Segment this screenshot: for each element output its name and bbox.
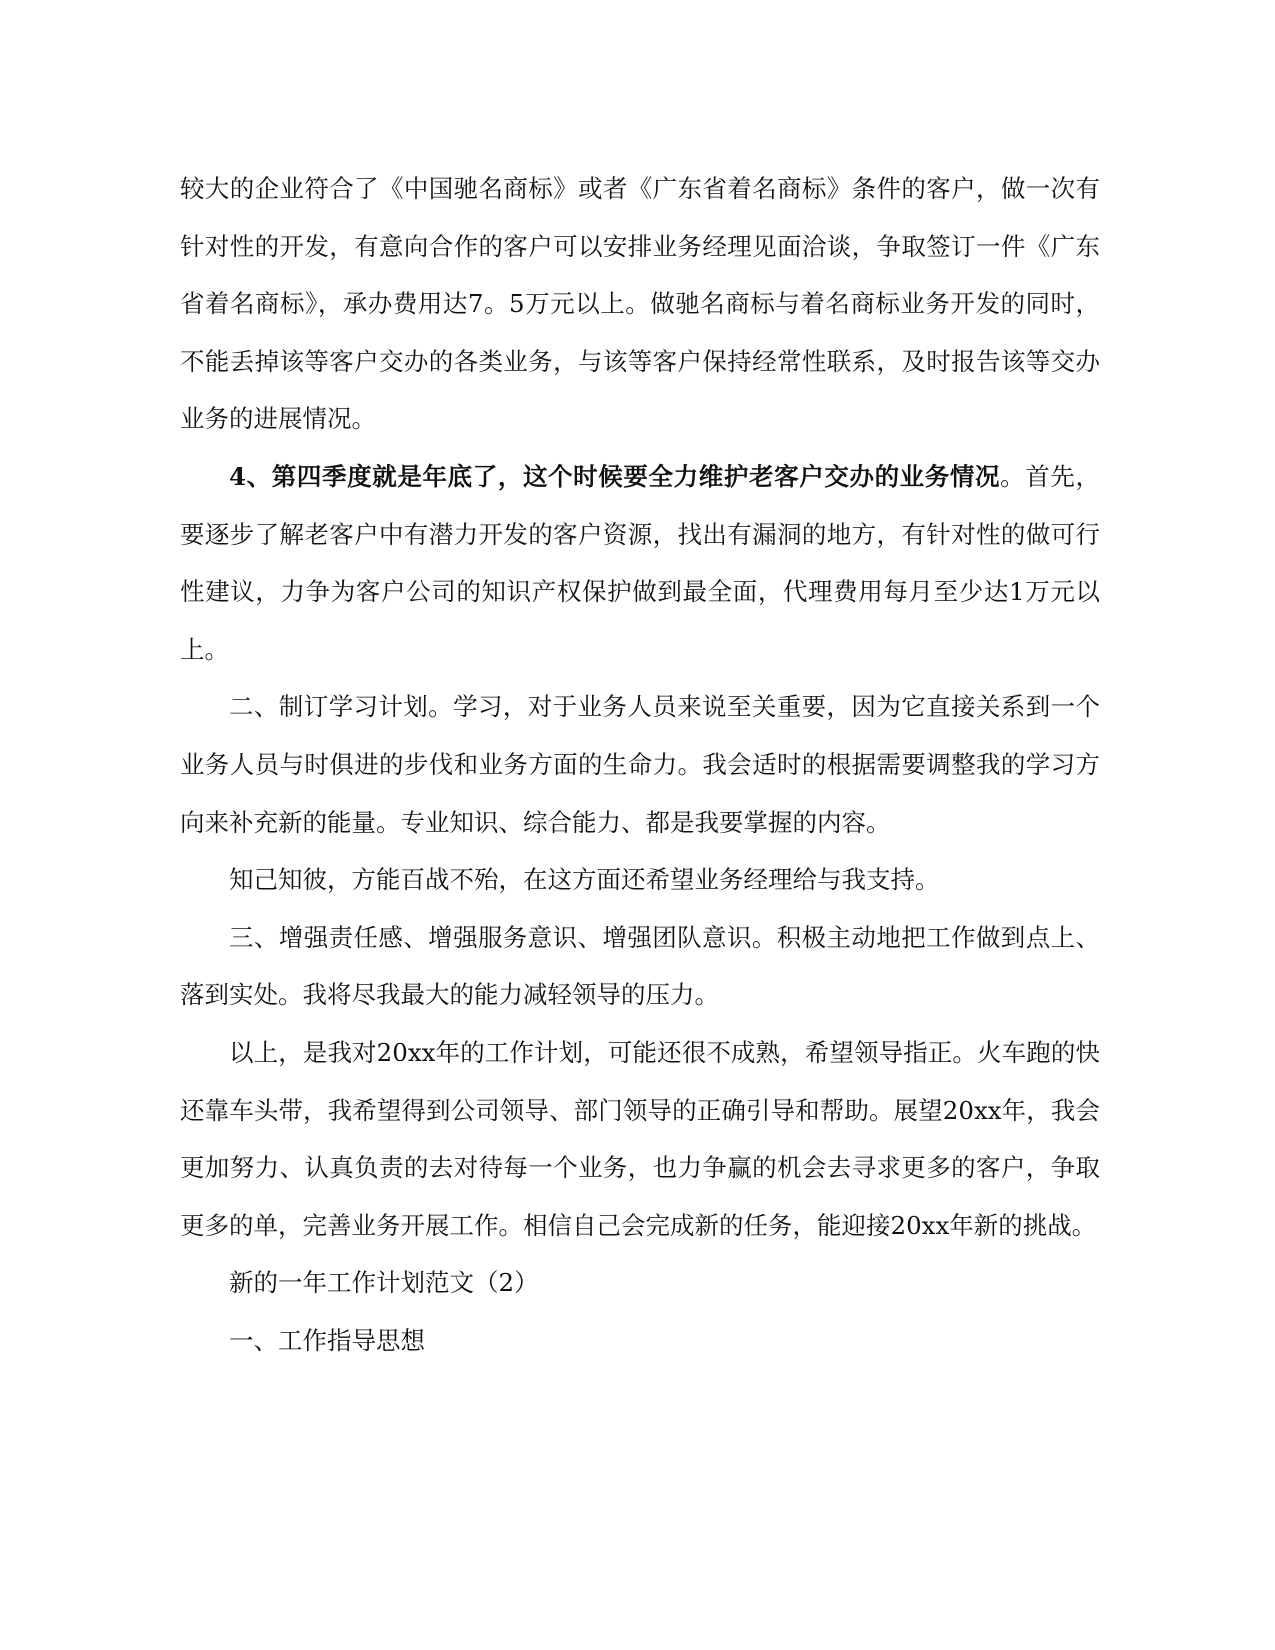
fourth-quarter-heading: 4、第四季度就是年底了，这个时候要全力维护老客户交办的业务情况 <box>229 461 1001 491</box>
paragraph-fourth-quarter <box>180 448 1100 678</box>
heading-guiding-ideology: 一、工作指导思想 <box>229 1325 425 1355</box>
paragraph-responsibility: 三、增强责任感、增强服务意识、增强团队意识。积极主动地把工作做到点上、落到实处。我将尽我最大的能力减轻领导的压力。 <box>180 922 1100 1010</box>
fourth-quarter-body: 。首先，要逐步了解老客户中有潜力开发的客户资源，找出有漏洞的地方，有针对性的做可行性建议，力争为客户公司的知识产权保护做到最全面，代理费用每月至少达1万元以上。 <box>180 461 1101 664</box>
section-title-sample-2: 新的一年工作计划范文（2） <box>229 1268 539 1298</box>
paragraph-conclusion: 以上，是我对20xx年的工作计划，可能还很不成熟，希望领导指正。火车跑的快还靠车头带，我希望得到公司领导、部门领导的正确引导和帮助。展望20xx年，我会更加努力、认真负责的去对待每一个业务，也力争赢的机会去寻求更多的客户，争取更多的单，完善业务开展工作。相信自己会完成新的任务，能迎接20xx年新的挑战。 <box>180 1037 1100 1240</box>
paragraph-know-yourself: 知己知彼，方能百战不殆，在这方面还希望业务经理给与我支持。 <box>229 865 940 895</box>
document-page <box>180 160 1100 1369</box>
paragraph-study-plan: 二、制订学习计划。学习，对于业务人员来说至关重要，因为它直接关系到一个业务人员与时俱进的步伐和业务方面的生命力。我会适时的根据需要调整我的学习方向来补充新的能量。专业知识、综合能力、都是我要掌握的内容。 <box>180 692 1100 837</box>
paragraph-famous-trademark: 较大的企业符合了《中国驰名商标》或者《广东省着名商标》条件的客户，做一次有针对性的开发，有意向合作的客户可以安排业务经理见面洽谈，争取签订一件《广东省着名商标》，承办费用达7。5万元以上。做驰名商标与着名商标业务开发的同时，不能丢掉该等客户交办的各类业务，与该等客户保持经常性联系，及时报告该等交办业务的进展情况。 <box>180 174 1100 434</box>
